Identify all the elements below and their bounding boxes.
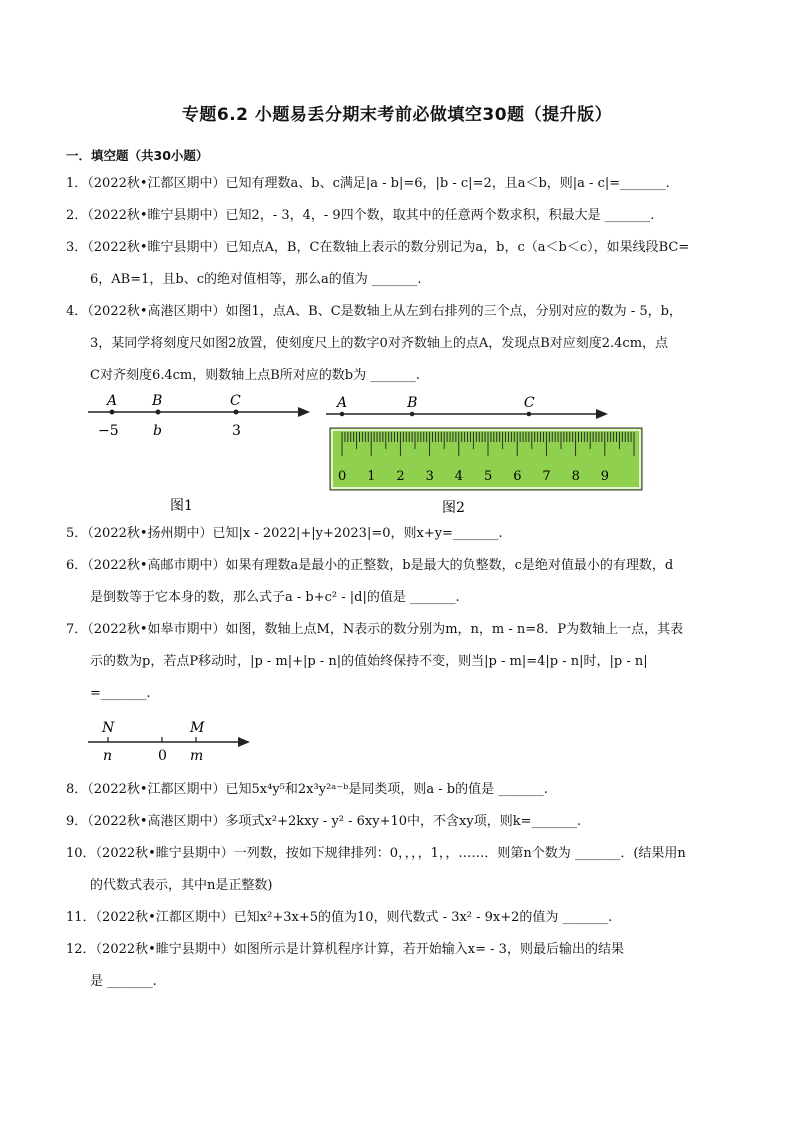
- question-line: 11．（2022秋•江都区期中）已知x²+3x+5的值为10，则代数式 - 3x² - 9x+2的值为 _______.: [66, 910, 613, 925]
- question-line: C对齐刻度6.4cm，则数轴上点B所对应的数b为 _______.: [90, 368, 420, 383]
- ruler-number: 0: [338, 469, 347, 484]
- ruler-number: 8: [571, 469, 580, 484]
- question-3: [66, 232, 736, 296]
- caption-figure-1: 图1: [170, 498, 193, 514]
- ruler-number: 3: [425, 469, 434, 484]
- figure-2-ruler: [326, 390, 656, 520]
- question-line: 示的数为p，若点P移动时，|p - m|+|p - n|的值始终保持不变，则当|p - m|=4|p - n|时，|p - n|: [90, 654, 648, 669]
- ruler-number: 5: [484, 469, 493, 484]
- section-heading: 一．填空题（共30小题）: [66, 148, 209, 163]
- point-b: [156, 410, 161, 415]
- ruler-number: 1: [367, 469, 376, 484]
- figure-7-number-line: [88, 718, 268, 768]
- question-line: 1．（2022秋•江都区期中）已知有理数a、b、c满足|a - b|=6，|b - c|=2，且a＜b，则|a - c|=_______.: [66, 176, 670, 191]
- question-11: [66, 902, 736, 934]
- question-line: 是倒数等于它本身的数，那么式子a - b+c² - |d|的值是 _______.: [90, 590, 460, 605]
- question-line: 10．（2022秋•睢宁县期中）一列数，按如下规律排列：0，，，，1，，……．则第n个数为 _______．(结果用n: [66, 846, 686, 861]
- ruler-number: 4: [454, 469, 464, 484]
- label-m: M: [190, 720, 205, 736]
- question-9: [66, 806, 736, 838]
- label-c: C: [523, 395, 535, 411]
- question-5: [66, 518, 736, 550]
- question-line: 5．（2022秋•扬州期中）已知|x - 2022|+|y+2023|=0，则x+y=_______.: [66, 526, 503, 541]
- point-a: [110, 410, 115, 415]
- value-origin: 0: [158, 748, 167, 764]
- axis-arrow-icon: [238, 737, 250, 747]
- question-line: 6，AB=1，且b、c的绝对值相等，那么a的值为 _______.: [90, 272, 422, 287]
- label-b: B: [152, 393, 163, 409]
- question-line: 的代数式表示，其中n是正整数): [90, 878, 273, 893]
- value-m: m: [190, 748, 204, 764]
- question-line: 6．（2022秋•高邮市期中）如果有理数a是最小的正整数，b是最大的负整数，c是绝对值最小的有理数，d: [66, 558, 674, 573]
- axis-arrow-icon: [298, 407, 310, 417]
- caption-figure-2: 图2: [442, 500, 465, 516]
- axis-arrow-icon: [596, 409, 608, 419]
- question-8: [66, 774, 736, 806]
- question-line: 4．（2022秋•高港区期中）如图1，点A、B、C是数轴上从左到右排列的三个点，分别对应的数为 - 5，b，: [66, 304, 682, 319]
- question-2: [66, 200, 736, 232]
- point-b: [410, 412, 415, 417]
- question-line: =_______.: [90, 686, 151, 701]
- label-a: A: [337, 395, 348, 411]
- value-n: n: [103, 748, 113, 764]
- ruler-number: 9: [600, 469, 610, 484]
- point-a: [340, 412, 345, 417]
- figure-1-number-line: [88, 390, 318, 520]
- question-line: 8．（2022秋•江都区期中）已知5x⁴y⁵和2x³y²ᵃ⁻ᵇ是同类项，则a - b的值是 _______.: [66, 782, 548, 797]
- question-1: [66, 168, 736, 200]
- ruler-number: 6: [513, 469, 522, 484]
- label-c: C: [230, 393, 241, 409]
- question-line: 7．（2022秋•如皋市期中）如图，数轴上点M，N表示的数分别为m，n，m - n=8．P为数轴上一点，其表: [66, 622, 684, 637]
- ruler-number: 7: [542, 469, 551, 484]
- point-c: [234, 410, 239, 415]
- question-line: 12．（2022秋•睢宁县期中）如图所示是计算机程序计算，若开始输入x= - 3，则最后输出的结果: [66, 942, 624, 957]
- label-a: A: [107, 393, 118, 409]
- question-line: 9．（2022秋•高港区期中）多项式x²+2kxy - y² - 6xy+10中，不含xy项，则k=_______.: [66, 814, 582, 829]
- question-line: 3，某同学将刻度尺如图2放置，使刻度尺上的数字0对齐数轴上的点A，发现点B对应刻度2.4cm，点: [90, 336, 669, 351]
- question-7: [66, 614, 736, 710]
- question-line: 3．（2022秋•睢宁县期中）已知点A，B，C在数轴上表示的数分别记为a，b，c（a＜b＜c），如果线段BC=: [66, 240, 690, 255]
- question-line: 2．（2022秋•睢宁县期中）已知2，- 3，4，- 9四个数，取其中的任意两个数求积，积最大是 _______.: [66, 208, 655, 223]
- point-c: [527, 412, 532, 417]
- value-c: 3: [232, 423, 241, 439]
- question-4: [66, 296, 736, 392]
- question-6: [66, 550, 736, 614]
- ruler-number: 2: [396, 469, 405, 484]
- label-b: B: [407, 395, 418, 411]
- question-10: [66, 838, 736, 902]
- label-n: N: [102, 720, 115, 736]
- question-12: [66, 934, 736, 998]
- page-title: 专题6.2 小题易丢分期末考前必做填空30题（提升版）: [181, 105, 613, 125]
- value-b: b: [153, 423, 162, 439]
- question-line: 是 _______.: [90, 974, 157, 989]
- value-a: −5: [98, 423, 119, 439]
